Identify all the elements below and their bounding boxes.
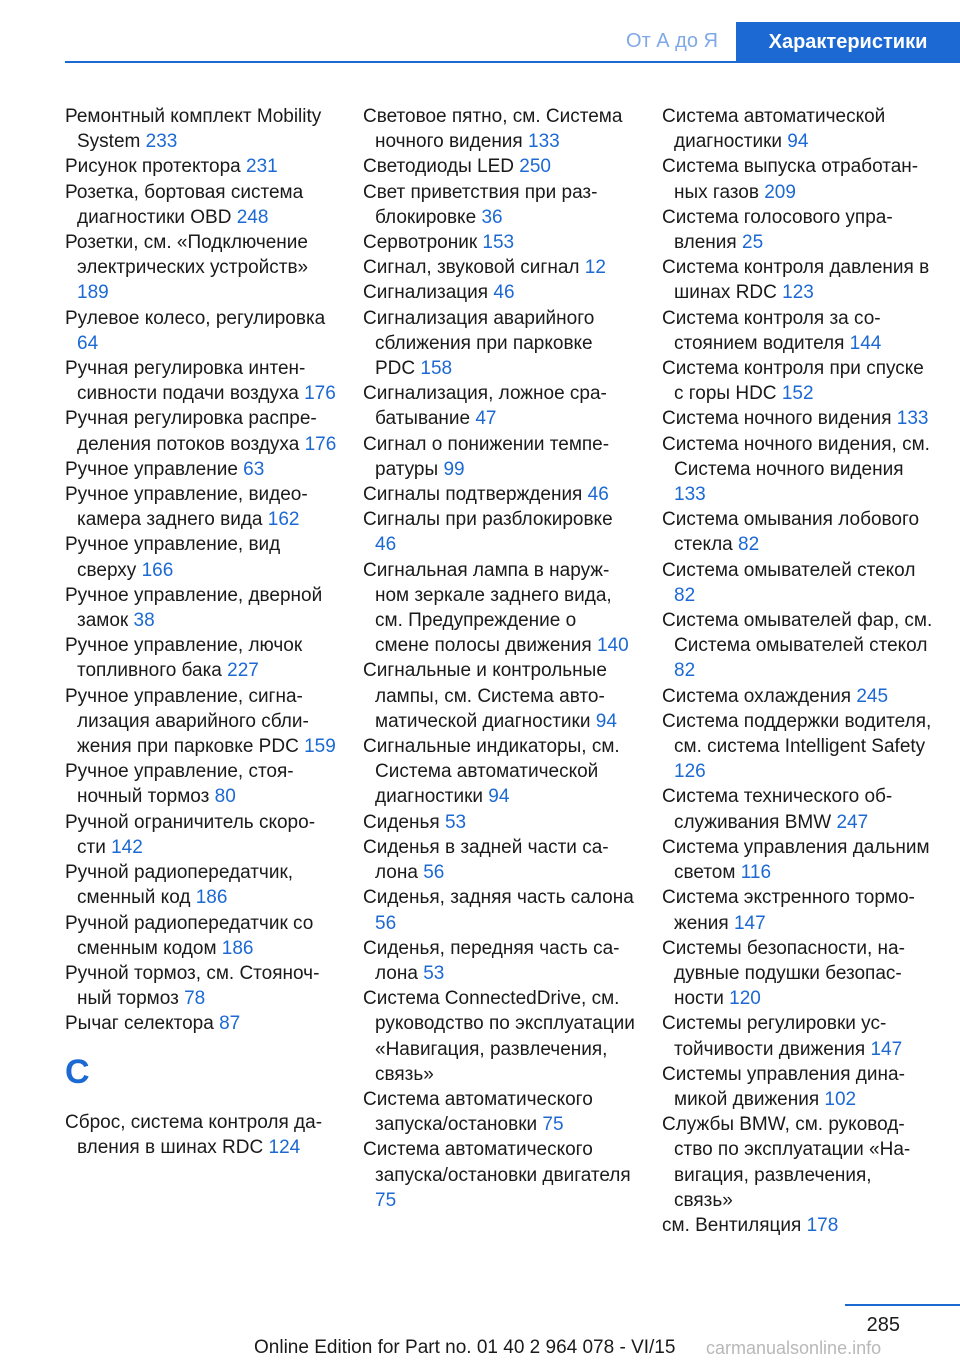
entry-text: Розетки, см. «Подключение электрических устройств» — [65, 232, 309, 279]
page-number: 285 — [866, 1314, 900, 1336]
entry-text: Ручной ограничитель скорости — [65, 811, 316, 858]
index-entry — [65, 532, 337, 582]
entry-text: Сигнальная лампа в наружном зеркале заднего вида, см. Предупреждение о смене полосы движения — [363, 559, 612, 657]
page-link[interactable]: 12 — [584, 257, 606, 279]
edition-note: Online Edition for Part no. 01 40 2 964 078 - VI/15 — [254, 1337, 676, 1358]
page-link[interactable]: 176 — [304, 433, 337, 455]
index-entry — [662, 684, 934, 709]
entry-text: Свет приветствия при разблокировке — [363, 181, 598, 228]
index-entry — [65, 406, 337, 456]
entries-group-r — [65, 104, 337, 1037]
index-entry — [65, 860, 337, 910]
entries-group — [363, 104, 635, 1213]
index-entry — [363, 255, 635, 280]
entry-text: Ручное управление, дверной замок — [65, 584, 323, 632]
entry-text: Сиденья — [363, 811, 440, 833]
entry-text: Сигнализация — [363, 282, 489, 304]
page-link[interactable]: 133 — [528, 131, 560, 153]
entry-text: Система омывания лобового стекла — [662, 509, 920, 556]
entry-text: Ручное управление, вид сверху — [65, 534, 281, 581]
page-link[interactable]: 250 — [519, 156, 551, 178]
entry-text: Сиденья в задней части салона — [363, 836, 609, 884]
page-link[interactable]: 209 — [764, 181, 796, 203]
index-entry — [65, 154, 337, 179]
index-entry — [65, 810, 337, 860]
index-entry — [363, 1087, 635, 1137]
page-link[interactable]: 64 — [77, 332, 99, 354]
index-column-2 — [363, 104, 635, 1213]
section-letter: С — [65, 1052, 90, 1091]
watermark: carmanualsonline.info — [706, 1338, 882, 1358]
entry-text: Ручное управление, видеокамера заднего вида — [65, 484, 308, 531]
index-column-1 — [65, 104, 337, 1160]
page-link[interactable]: 75 — [375, 1189, 397, 1211]
index-entry — [662, 1062, 934, 1112]
page-link[interactable]: 56 — [375, 912, 397, 934]
index-entry — [363, 482, 635, 507]
entry-text: Ручное управление, сигнализация аварийного сближения при парковке PDC — [65, 685, 309, 758]
page-link[interactable]: 87 — [219, 1013, 241, 1035]
index-entry — [363, 432, 635, 482]
index-entry — [65, 633, 337, 683]
page-link[interactable]: 80 — [214, 786, 236, 808]
footer-rule — [845, 1304, 960, 1306]
index-entry — [363, 810, 635, 835]
index-entry — [662, 1011, 934, 1061]
entry-text: Система технического обслуживания BMW — [662, 786, 893, 833]
page-link[interactable]: 231 — [246, 156, 278, 178]
entry-text: Система контроля при спуске с горы HDC — [662, 358, 924, 405]
entry-text: Система омывателей фар, см. Система омывателей стекол — [662, 610, 933, 657]
entry-text: Системы безопасности, надувные подушки безопасности — [662, 937, 905, 1010]
entry-text: Система автоматического запуска/остановки двигателя — [363, 1139, 631, 1186]
entry-text: Рисунок протектора — [65, 156, 241, 178]
index-entry — [662, 255, 934, 305]
index-entry — [363, 306, 635, 382]
page-link[interactable]: 82 — [674, 660, 696, 682]
entry-text: Система экстренного торможения — [662, 887, 915, 934]
index-entry — [662, 558, 934, 608]
index-entry — [662, 835, 934, 885]
entry-text: Ручной тормоз, см. Стояночный тормоз — [65, 962, 320, 1010]
page-link[interactable]: 247 — [836, 811, 869, 833]
index-entry — [65, 911, 337, 961]
entry-text: Рычаг селектора — [65, 1013, 214, 1035]
index-entry — [363, 835, 635, 885]
entries-group — [662, 104, 934, 1238]
index-entry — [662, 507, 934, 557]
page-link[interactable]: 147 — [870, 1038, 903, 1060]
page-link[interactable]: 53 — [444, 811, 467, 833]
entry-text: Розетка, бортовая система диагностики OBD — [65, 181, 304, 228]
page-link[interactable]: 186 — [221, 937, 254, 959]
page-link[interactable]: 153 — [482, 232, 515, 254]
index-entry — [363, 558, 635, 659]
page-link[interactable]: 178 — [806, 1214, 839, 1236]
index-entry — [65, 684, 337, 760]
page-link[interactable]: 248 — [236, 206, 269, 228]
entry-text: Ручной радиопередатчик, сменный код — [65, 862, 294, 909]
entry-text: Сигнализация аварийного сближения при парковке PDC — [363, 307, 595, 380]
entry-text: Система ConnectedDrive, см. руководство по эксплуатации «Навигация, развлечения, связь» — [363, 988, 635, 1085]
page-link[interactable]: 126 — [674, 761, 706, 783]
index-entry — [363, 734, 635, 810]
index-entry — [662, 608, 934, 684]
entry-text: Система омывателей стекол — [662, 559, 916, 581]
entry-text: Система контроля давления в шинах RDC — [662, 257, 930, 304]
page-link[interactable]: 142 — [111, 836, 143, 858]
entry-text: Ручная регулировка интенсивности подачи воздуха — [65, 358, 306, 405]
index-entry — [662, 356, 934, 406]
index-entry — [65, 1011, 337, 1036]
index-entry — [65, 306, 337, 356]
page-link[interactable]: 158 — [420, 358, 453, 380]
page-link[interactable]: 233 — [145, 131, 178, 153]
page-link[interactable]: 94 — [488, 786, 510, 808]
entry-text: Сигналы при разблокировке — [363, 509, 613, 531]
entry-text: Ручное управление — [65, 458, 238, 480]
page-link[interactable]: 36 — [481, 206, 503, 228]
index-entry — [363, 280, 635, 305]
entry-text: Ручное управление, стояночный тормоз — [65, 761, 294, 808]
index-entry — [65, 104, 337, 154]
entry-text: Система голосового управления — [662, 206, 893, 254]
index-entry — [65, 482, 337, 532]
index-entry — [662, 306, 934, 356]
entry-text: Система автоматического запуска/остановки — [363, 1088, 593, 1136]
page-link[interactable]: 147 — [733, 912, 766, 934]
index-entry — [363, 230, 635, 255]
index-entry — [65, 961, 337, 1011]
index-entry — [363, 1137, 635, 1213]
page-link[interactable]: 159 — [304, 736, 336, 758]
entry-text: Световое пятно, см. Система ночного видения — [363, 106, 623, 153]
page-link[interactable]: 94 — [595, 710, 617, 732]
page-link[interactable]: 186 — [195, 887, 228, 909]
index-entry — [662, 709, 934, 785]
page-link[interactable]: 46 — [375, 534, 397, 556]
page-link[interactable]: 133 — [896, 408, 929, 430]
entry-text: Сервотроник — [363, 232, 478, 254]
entry-text: Сигнальные индикаторы, см. Система автоматической диагностики — [363, 736, 620, 808]
page-link[interactable]: 47 — [475, 408, 497, 430]
entry-text: Службы BMW, см. руководство по эксплуатации «Навигация, развлечения, связь» — [662, 1114, 911, 1211]
index-entry — [662, 432, 934, 508]
page-link[interactable]: 162 — [267, 509, 300, 531]
index-entry — [363, 104, 635, 154]
entry-text: Сигналы подтверждения — [363, 484, 583, 506]
entry-text: Сигнализация, ложное срабатывание — [363, 383, 607, 430]
page-link[interactable]: 227 — [227, 660, 259, 682]
page-link[interactable]: 245 — [856, 685, 889, 707]
entry-text: Система ночного видения, см. Система ночного видения — [662, 433, 930, 480]
page-link[interactable]: 38 — [133, 610, 155, 632]
page-link[interactable]: 63 — [243, 458, 265, 480]
page-link[interactable]: 140 — [596, 635, 629, 657]
entry-text: Система управления дальним светом — [662, 836, 930, 884]
index-entry — [662, 1112, 934, 1213]
entry-text: Система автоматической диагностики — [662, 106, 886, 153]
page-link[interactable]: 189 — [77, 282, 109, 304]
index-entry — [363, 658, 635, 734]
index-entry — [662, 104, 934, 154]
entry-text: Сигнал о понижении температуры — [363, 433, 610, 480]
page-link[interactable]: 46 — [587, 484, 609, 506]
page-link[interactable]: 133 — [674, 484, 706, 506]
index-entry — [662, 1213, 934, 1238]
index-entry — [65, 583, 337, 633]
index-entry — [662, 406, 934, 431]
index-entry — [65, 356, 337, 406]
index-column-3 — [662, 104, 934, 1238]
page-link[interactable]: 120 — [729, 988, 761, 1010]
page-link[interactable]: 99 — [443, 458, 465, 480]
entry-text: Рулевое колесо, регулировка — [65, 307, 326, 329]
entry-text: Системы регулировки устойчивости движения — [662, 1013, 887, 1060]
index-entry — [363, 986, 635, 1087]
page-link[interactable]: 144 — [849, 332, 882, 354]
entry-text: Светодиоды LED — [363, 156, 515, 178]
tab-a-to-z[interactable]: От А до Я — [626, 30, 718, 52]
index-entry — [65, 457, 337, 482]
entry-text: Система выпуска отработанных газов — [662, 156, 919, 203]
entry-text: Сброс, система контроля давления в шинах RDC — [65, 1111, 323, 1158]
index-entry — [662, 885, 934, 935]
page-link[interactable]: 53 — [423, 962, 445, 984]
page-link[interactable]: 176 — [304, 383, 336, 405]
entry-text: Системы управления динамикой движения — [662, 1063, 905, 1110]
page-link[interactable]: 82 — [674, 584, 696, 606]
tab-specifications[interactable]: Характеристики — [736, 22, 960, 63]
entry-text: Ручная регулировка распределения потоков воздуха — [65, 408, 317, 455]
entry-text: Система ночного видения — [662, 408, 892, 430]
index-entry — [662, 205, 934, 255]
entry-text: Ручное управление, лючок топливного бака — [65, 635, 303, 682]
page-link[interactable]: 78 — [184, 988, 206, 1010]
page-link[interactable]: 82 — [738, 534, 760, 556]
index-entry — [363, 154, 635, 179]
page-link[interactable]: 124 — [268, 1136, 301, 1158]
index-entry — [65, 230, 337, 306]
page-link[interactable]: 25 — [742, 232, 764, 254]
header-rule — [65, 61, 960, 63]
entry-text: см. Вентиляция — [662, 1214, 802, 1236]
entry-text: Система охлаждения — [662, 685, 852, 707]
page-link[interactable]: 102 — [824, 1088, 857, 1110]
page-link[interactable]: 46 — [493, 282, 515, 304]
page-link[interactable]: 94 — [787, 131, 809, 153]
index-entry — [363, 885, 635, 935]
index-entry — [65, 1110, 337, 1160]
entries-group-s — [65, 1110, 337, 1160]
page-link[interactable]: 75 — [542, 1114, 564, 1136]
page-header — [0, 0, 960, 62]
page-link[interactable]: 56 — [423, 862, 445, 884]
index-entry — [662, 936, 934, 1012]
index-entry — [65, 180, 337, 230]
page-link[interactable]: 152 — [781, 383, 814, 405]
index-entry — [662, 154, 934, 204]
index-entry — [662, 784, 934, 834]
index-entry — [363, 936, 635, 986]
index-entry — [65, 759, 337, 809]
entry-text: Сиденья, задняя часть салона — [363, 887, 634, 909]
entry-text: Ремонтный комплект Mobility System — [65, 106, 322, 153]
entry-text: Сиденья, передняя часть салона — [363, 937, 620, 984]
index-entry — [363, 381, 635, 431]
index-entry — [363, 180, 635, 230]
entry-text: Ручной радиопередатчик со сменным кодом — [65, 912, 314, 959]
entry-text: Сигнал, звуковой сигнал — [363, 257, 580, 279]
page-link[interactable]: 116 — [740, 862, 772, 884]
entry-text: Система контроля за состоянием водителя — [662, 307, 881, 354]
entry-text: Сигнальные и контрольные лампы, см. Система автоматической диагностики — [363, 660, 607, 732]
page-link[interactable]: 123 — [782, 282, 814, 304]
entry-text: Система поддержки водителя, см. система Intelligent Safety — [662, 710, 932, 758]
page-link[interactable]: 166 — [141, 559, 174, 581]
index-entry — [363, 507, 635, 557]
